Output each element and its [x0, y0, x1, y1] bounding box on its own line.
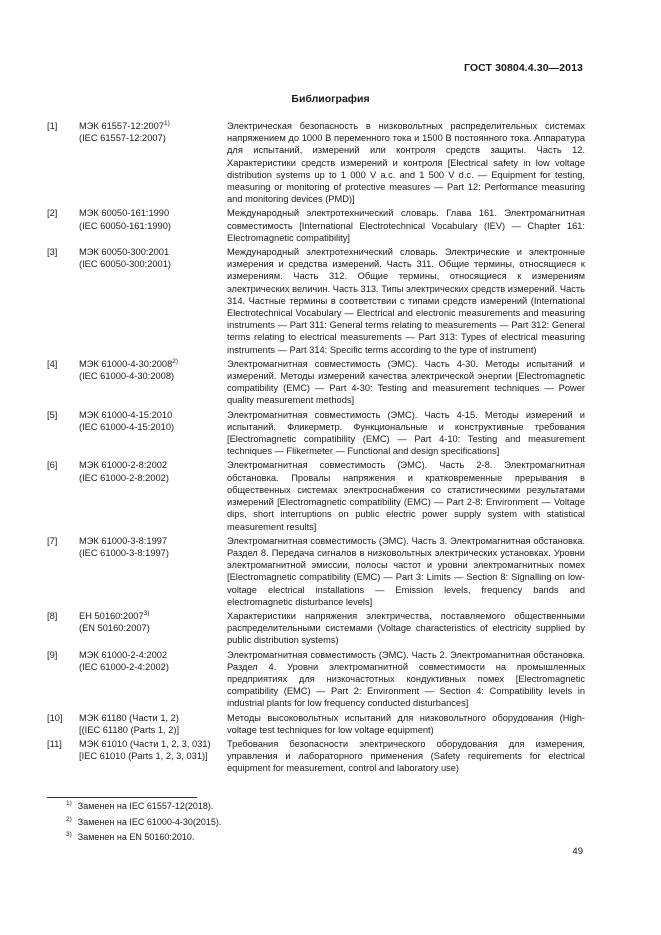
bibliography-entry — [47, 207, 585, 244]
reference-ru: МЭК 61000-2-4:2002 — [79, 649, 168, 660]
reference-en: [IEC 61010 (Parts 1, 2, 3, 031)] — [79, 751, 208, 762]
reference-en: (IEC 61000-3-8:1997) — [79, 547, 169, 558]
reference-en: [(IEC 61180 (Parts 1, 2)] — [79, 724, 180, 735]
entry-number: [2] — [47, 208, 58, 219]
entry-number: [10] — [47, 712, 63, 723]
footnote — [66, 830, 221, 846]
entry-reference — [79, 535, 227, 608]
entry-number: [1] — [47, 121, 58, 131]
reference-ru: МЭК 61180 (Части 1, 2) — [79, 712, 179, 723]
entry-description: Международный электротехнический словарь. Электрические и электронные измерения и средства измерений. Часть 311. Общие термины, относящиеся к измерениям. Часть 312. Общие термины, относящиеся к измерениям электрических величин. Часть 313. Типы электрических средств измерений. Часть 314. Частные термины в соответствии с типами средств измерений (International Electrotechnical Vocabulary — Electrical and electronic measurements and measuring instruments — Part 311: General terms relating to measurements — Part 312: General terms relating to electrical measurements — Part 313: Types of electrical measuring instruments — Part 314: Specific terms according to the type of instrument) — [227, 247, 585, 355]
entry-reference — [79, 409, 227, 458]
footnote-text: Заменен на IEC 61000-4-30(2015). — [77, 816, 222, 827]
bibliography-entry — [47, 738, 585, 775]
footnote-mark: 2) — [66, 815, 72, 823]
bibliography-entry — [47, 610, 585, 647]
entry-number: [7] — [47, 535, 58, 546]
entry-number: [3] — [47, 247, 58, 258]
entry-number: [11] — [47, 738, 62, 749]
reference-ru: МЭК 61557-12:2007 — [79, 121, 164, 131]
entry-description: Электромагнитная совместимость (ЭМС). Часть 4-15. Методы измерений и испытаний. Фликерметр. Функциональные и конструктивные требования [Electromagnetic compatibility (EMC) — Part 4-10: Testing and measurement techniques — Flikermeter — Functional and design specifications] — [227, 409, 585, 457]
entry-description: Требования безопасности электрического оборудования для измерения, управления и лабораторного применения (Safety requirements for electrical equipment for measurement, control and laboratory use) — [227, 738, 585, 774]
reference-en: (IEC 61557-12:2007) — [79, 133, 166, 144]
bibliography-entry — [47, 358, 585, 407]
footnotes — [66, 799, 221, 846]
bibliography-entry — [47, 649, 585, 710]
reference-en: (IEC 61000-4-30:2008) — [79, 371, 175, 382]
document-id: ГОСТ 30804.4.30—2013 — [463, 62, 583, 74]
entry-number: [6] — [47, 460, 58, 471]
entry-description: Электромагнитная совместимость (ЭМС). Часть 2. Электромагнитная обстановка. Раздел 4. Уровни электромагнитной совместимости на промышленных предприятиях для низкочастотных кондуктивных помех [Electromagnetic compatibility (EMC) — Part 2: Environment — Section 4: Compatibility levels in industrial plants for low frequency conducted disturbances] — [227, 649, 585, 709]
bibliography-list — [47, 120, 585, 777]
reference-ru: МЭК 61000-3-8:1997 — [79, 535, 168, 546]
reference-ru: МЭК 60050-161:1990 — [79, 208, 170, 219]
bibliography-entry — [47, 459, 585, 532]
entry-reference — [79, 246, 227, 356]
entry-reference — [79, 738, 227, 775]
entry-description: Электромагнитная совместимость (ЭМС). Часть 2-8. Электромагнитная обстановка. Провалы напряжения и кратковременные прерывания в общественных системах электроснабжения со статистическими результатами измерений [Electromagnetic compatibility (EMC) — Part 2-8: Environment — Voltage dips, short interruptions on public electric power supply system with statistical measurement results] — [227, 460, 585, 532]
entry-number: [9] — [47, 649, 58, 660]
entry-description: Характеристики напряжения электричества, поставляемого общественными распределительными системами (Voltage characteristics of electricity supplied by public distribution systems) — [227, 610, 585, 646]
entry-reference — [79, 207, 227, 244]
entry-reference — [79, 712, 227, 736]
reference-ru: МЭК 61000-2-8:2002 — [79, 460, 168, 471]
reference-en: (IEC 61000-2-8:2002) — [79, 472, 169, 483]
entry-reference — [79, 610, 227, 647]
reference-ru: МЭК 60050-300:2001 — [79, 247, 170, 258]
entry-reference — [79, 459, 227, 532]
footnote-mark: 2) — [172, 357, 179, 365]
entry-description: Международный электротехнический словарь. Глава 161. Электромагнитная совместимость [International Electrotechnical Vocabulary (IEV) — Chapter 161: Electromagnetic compatibility] — [227, 208, 585, 243]
footnote-mark: 3) — [143, 609, 150, 617]
entry-number: [8] — [47, 610, 58, 621]
bibliography-entry — [47, 712, 585, 736]
section-title: Библиография — [291, 93, 370, 105]
footnote-text: Заменен на EN 50160:2010. — [77, 832, 195, 842]
entry-description: Методы высоковольтных испытаний для низковольтного оборудования (High-voltage test techniques for low voltage equipment) — [227, 712, 585, 735]
entry-description: Электромагнитная совместимость (ЭМС). Часть 4-30. Методы испытаний и измерений. Методы измерений качества электрической энергии [Electromagnetic compatibility (EMC) — Part 4-30: Testing and measurement techniques — Power quality measurement methods] — [227, 358, 585, 406]
reference-en: (IEC 60050-300:2001) — [79, 259, 171, 270]
reference-ru: МЭК 61000-4-30:2008 — [79, 358, 173, 369]
bibliography-entry — [47, 409, 585, 458]
entry-description: Электромагнитная совместимость (ЭМС). Часть 3. Электромагнитная обстановка. Раздел 8. Передача сигналов в низковольтных электрических установках. Уровни электромагнитной эмиссии, полосы частот и уровни электромагнитных помех [Electromagnetic compatibility (EMC) — Part 3: Limits — Section 8: Signalling on low-voltage electrical installations — Emission levels, frequency bands and electromagnetic disturbance levels] — [227, 535, 585, 607]
footnote — [66, 799, 221, 815]
footnote-mark: 3) — [66, 831, 72, 838]
reference-en: (IEC 61000-2-4:2002) — [79, 661, 169, 672]
footnote-mark: 1) — [66, 800, 72, 807]
reference-en: (IEC 60050-161:1990) — [79, 220, 171, 231]
footnote-separator — [47, 797, 197, 798]
reference-ru: МЭК 61010 (Части 1, 2, 3, 031) — [79, 738, 211, 749]
entry-number: [4] — [47, 358, 58, 369]
footnote — [66, 815, 221, 831]
entry-description: Электрическая безопасность в низковольтных распределительных системах напряжением до 1000 В переменного тока и 1500 В постоянного тока. Аппаратура для испытаний, измерений или контроля средств защиты. Часть 12. Характеристики средств измерений и контроля [Electrical safety in low voltage distribution systems up to 1 000 V a.c. and 1 500 V d.c. — Equipment for testing, measuring or monitoring of protective measures — Part 12: Performance measuring and monitoring devices (PMD)] — [227, 121, 585, 205]
entry-reference — [79, 358, 227, 407]
entry-reference — [79, 649, 227, 710]
bibliography-entry — [47, 246, 585, 356]
entry-number: [5] — [47, 409, 58, 420]
reference-ru: МЭК 61000-4-15:2010 — [79, 409, 173, 420]
reference-ru: ЕН 50160:2007 — [79, 610, 144, 621]
entry-reference — [79, 120, 227, 205]
reference-en: (IEC 61000-4-15:2010) — [79, 421, 175, 432]
footnote-text: Заменен на IEC 61557-12(2018). — [77, 801, 214, 811]
reference-en: (EN 50160:2007) — [79, 623, 150, 634]
page-number: 49 — [572, 846, 583, 857]
footnote-mark: 1) — [163, 119, 170, 127]
bibliography-entry — [47, 120, 585, 205]
bibliography-entry — [47, 535, 585, 608]
